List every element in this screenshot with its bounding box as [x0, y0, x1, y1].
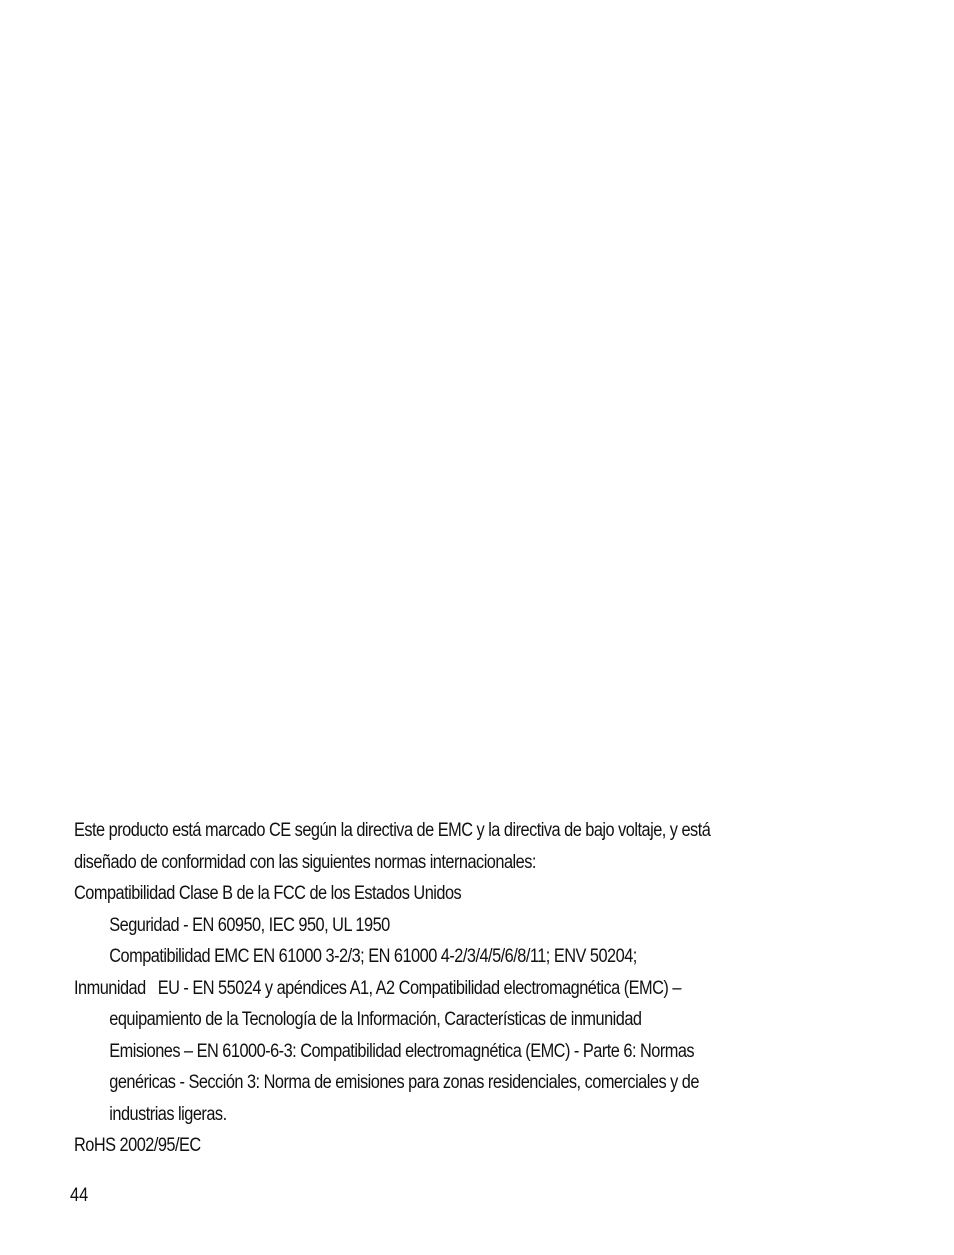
immunity-label: Inmunidad	[74, 977, 146, 999]
emissions-paragraph: Emisiones – EN 61000-6-3: Compatibilidad electromagnética (EMC) - Parte 6: Normas genéricas - Sección 3: Norma de emisiones para zonas residenciales, comerciales y de industrias ligeras.	[109, 1040, 699, 1125]
fcc-compatibility-line: Compatibilidad Clase B de la FCC de los Estados Unidos	[74, 883, 462, 904]
emc-compatibility-line: Compatibilidad EMC EN 61000 3-2/3; EN 61000 4-2/3/4/5/6/8/11; ENV 50204;	[109, 946, 637, 967]
rohs-line: RoHS 2002/95/EC	[74, 1135, 201, 1156]
safety-line: Seguridad - EN 60950, IEC 950, UL 1950	[109, 914, 390, 936]
intro-paragraph: Este producto está marcado CE según la directiva de EMC y la directiva de bajo voltaje, y está diseñado de conformidad con las siguientes normas internacionales:	[74, 820, 711, 873]
immunity-paragraph	[74, 973, 762, 1036]
page-number: 44	[70, 1185, 89, 1206]
regulatory-text-block	[74, 815, 762, 1162]
immunity-text: EU - EN 55024 y apéndices A1, A2 Compatibilidad electromagnética (EMC) – equipamiento de la Tecnología de la Información, Características de inmunidad	[109, 977, 681, 1030]
